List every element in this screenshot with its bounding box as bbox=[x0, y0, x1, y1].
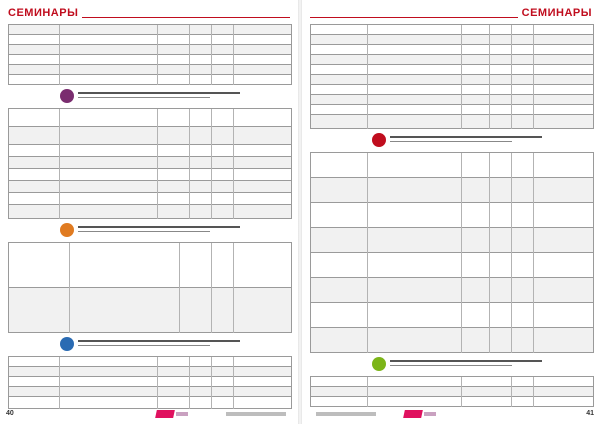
table-row bbox=[311, 153, 593, 178]
seminar-table bbox=[8, 24, 292, 85]
table-row bbox=[311, 65, 593, 75]
section-header-right bbox=[310, 8, 592, 20]
table-row bbox=[311, 115, 593, 129]
table-row bbox=[311, 45, 593, 55]
school-logo bbox=[60, 89, 74, 103]
magazine-logo bbox=[404, 410, 436, 418]
table-row bbox=[9, 145, 291, 157]
table-row bbox=[9, 377, 291, 387]
page-footer bbox=[308, 409, 594, 419]
school-announcement bbox=[372, 132, 542, 148]
table-row bbox=[9, 397, 291, 409]
table-row bbox=[9, 169, 291, 181]
table-row bbox=[311, 105, 593, 115]
table-row bbox=[9, 25, 291, 35]
seminar-table bbox=[8, 242, 292, 333]
table-row bbox=[9, 127, 291, 145]
school-logo bbox=[372, 357, 386, 371]
seminar-table bbox=[310, 376, 594, 407]
table-row bbox=[311, 397, 593, 407]
table-row bbox=[9, 55, 291, 65]
section-title: СЕМИНАРЫ bbox=[518, 8, 592, 19]
table-row bbox=[311, 55, 593, 65]
table-row bbox=[311, 178, 593, 203]
table-row bbox=[9, 193, 291, 205]
left-page bbox=[0, 0, 298, 424]
table-row bbox=[311, 387, 593, 397]
school-announcement bbox=[60, 336, 240, 352]
school-announcement bbox=[372, 356, 542, 372]
table-row bbox=[9, 75, 291, 85]
table-row bbox=[9, 157, 291, 169]
table-row bbox=[311, 328, 593, 353]
table-row bbox=[9, 205, 291, 219]
table-row bbox=[311, 35, 593, 45]
section-title: СЕМИНАРЫ bbox=[8, 8, 82, 19]
table-row bbox=[311, 85, 593, 95]
school-logo bbox=[60, 337, 74, 351]
table-row bbox=[311, 228, 593, 253]
table-row bbox=[9, 357, 291, 367]
table-row bbox=[9, 387, 291, 397]
issue-date bbox=[226, 412, 286, 416]
table-row bbox=[9, 243, 291, 288]
table-row bbox=[311, 377, 593, 387]
school-logo bbox=[372, 133, 386, 147]
table-row bbox=[311, 75, 593, 85]
school-logo bbox=[60, 223, 74, 237]
table-row bbox=[9, 367, 291, 377]
magazine-logo bbox=[156, 410, 188, 418]
issue-date bbox=[316, 412, 376, 416]
table-row bbox=[311, 25, 593, 35]
table-row bbox=[311, 278, 593, 303]
table-row bbox=[9, 45, 291, 55]
seminar-table bbox=[8, 108, 292, 219]
table-row bbox=[311, 203, 593, 228]
seminar-table bbox=[310, 24, 594, 129]
table-row bbox=[9, 181, 291, 193]
section-header-left bbox=[8, 8, 290, 20]
seminar-table bbox=[310, 152, 594, 353]
table-row bbox=[311, 253, 593, 278]
school-announcement bbox=[60, 222, 240, 238]
page-number: 41 bbox=[586, 410, 594, 417]
table-row bbox=[9, 35, 291, 45]
seminar-table bbox=[8, 356, 292, 409]
table-row bbox=[311, 303, 593, 328]
right-page bbox=[302, 0, 600, 424]
table-row bbox=[311, 95, 593, 105]
page-number: 40 bbox=[6, 410, 14, 417]
school-announcement bbox=[60, 88, 240, 104]
table-row bbox=[9, 65, 291, 75]
page-footer bbox=[6, 409, 292, 419]
table-row bbox=[9, 288, 291, 333]
table-row bbox=[9, 109, 291, 127]
